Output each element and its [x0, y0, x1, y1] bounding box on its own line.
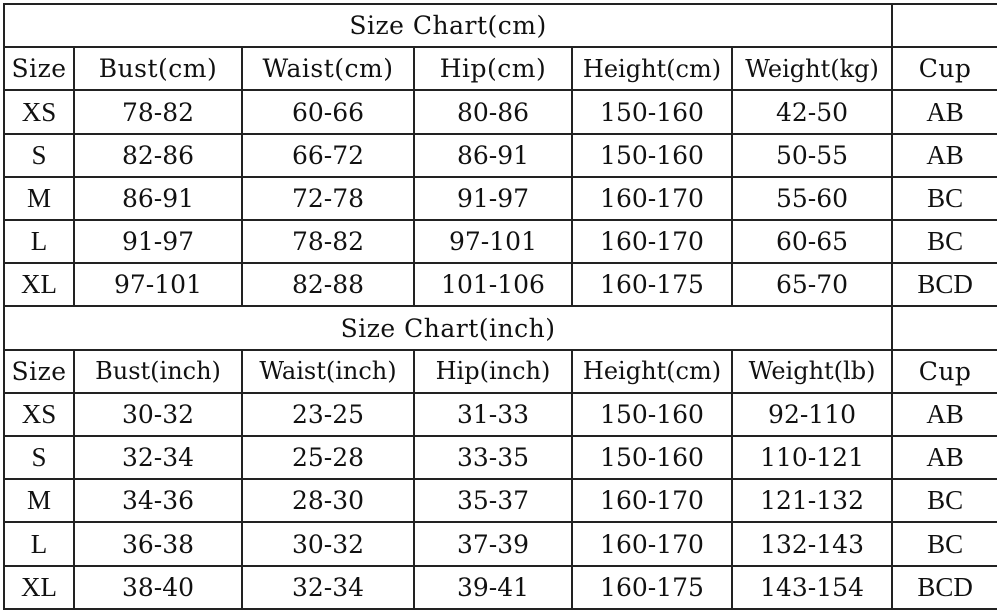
cm-title-blank-cell: [892, 4, 997, 47]
inch-cell-cup: AB: [892, 393, 997, 436]
inch-table-title: Size Chart(inch): [4, 306, 892, 349]
inch-header-bust: Bust(inch): [74, 350, 242, 393]
inch-cell-bust: 38-40: [74, 566, 242, 609]
cm-cell-bust: 97-101: [74, 263, 242, 306]
cm-cell-waist: 78-82: [242, 220, 414, 263]
cm-cell-weight: 55-60: [732, 177, 892, 220]
inch-header-row: [4, 350, 997, 393]
inch-cell-waist: 32-34: [242, 566, 414, 609]
size-chart-table: [3, 3, 997, 610]
inch-cell-hip: 33-35: [414, 436, 572, 479]
inch-header-hip: Hip(inch): [414, 350, 572, 393]
cm-cell-bust: 91-97: [74, 220, 242, 263]
table-row: [4, 134, 997, 177]
inch-cell-height: 160-170: [572, 522, 732, 565]
cm-cell-waist: 66-72: [242, 134, 414, 177]
cm-cell-size: L: [4, 220, 74, 263]
inch-cell-hip: 39-41: [414, 566, 572, 609]
table-row: [4, 522, 997, 565]
inch-header-size: Size: [4, 350, 74, 393]
inch-cell-waist: 25-28: [242, 436, 414, 479]
inch-cell-height: 150-160: [572, 393, 732, 436]
inch-cell-cup: BC: [892, 479, 997, 522]
cm-title-row: [4, 4, 997, 47]
cm-header-row: [4, 47, 997, 90]
cm-cell-height: 160-175: [572, 263, 732, 306]
cm-header-cup: Cup: [892, 47, 997, 90]
cm-header-hip: Hip(cm): [414, 47, 572, 90]
cm-cell-weight: 60-65: [732, 220, 892, 263]
cm-cell-size: XL: [4, 263, 74, 306]
cm-cell-waist: 72-78: [242, 177, 414, 220]
inch-cell-bust: 32-34: [74, 436, 242, 479]
cm-cell-bust: 78-82: [74, 90, 242, 133]
cm-cell-size: S: [4, 134, 74, 177]
inch-cell-weight: 110-121: [732, 436, 892, 479]
inch-cell-bust: 34-36: [74, 479, 242, 522]
cm-cell-size: M: [4, 177, 74, 220]
inch-title-blank-cell: [892, 306, 997, 349]
inch-cell-cup: BCD: [892, 566, 997, 609]
cm-cell-hip: 80-86: [414, 90, 572, 133]
inch-cell-hip: 31-33: [414, 393, 572, 436]
inch-cell-height: 160-175: [572, 566, 732, 609]
table-row: [4, 479, 997, 522]
cm-cell-weight: 65-70: [732, 263, 892, 306]
cm-cell-cup: BC: [892, 220, 997, 263]
table-row: [4, 566, 997, 609]
cm-header-height: Height(cm): [572, 47, 732, 90]
inch-cell-size: XL: [4, 566, 74, 609]
inch-header-weight: Weight(lb): [732, 350, 892, 393]
cm-cell-cup: BCD: [892, 263, 997, 306]
cm-cell-cup: AB: [892, 90, 997, 133]
inch-cell-hip: 37-39: [414, 522, 572, 565]
inch-cell-size: L: [4, 522, 74, 565]
size-chart-document: [3, 3, 997, 610]
cm-cell-hip: 97-101: [414, 220, 572, 263]
inch-header-waist: Waist(inch): [242, 350, 414, 393]
cm-cell-hip: 101-106: [414, 263, 572, 306]
inch-cell-waist: 23-25: [242, 393, 414, 436]
cm-cell-weight: 50-55: [732, 134, 892, 177]
inch-cell-height: 150-160: [572, 436, 732, 479]
inch-header-cup: Cup: [892, 350, 997, 393]
inch-cell-waist: 30-32: [242, 522, 414, 565]
cm-cell-height: 150-160: [572, 90, 732, 133]
inch-cell-cup: BC: [892, 522, 997, 565]
inch-cell-size: M: [4, 479, 74, 522]
inch-cell-cup: AB: [892, 436, 997, 479]
cm-cell-waist: 82-88: [242, 263, 414, 306]
inch-cell-bust: 36-38: [74, 522, 242, 565]
inch-cell-weight: 121-132: [732, 479, 892, 522]
table-row: [4, 220, 997, 263]
cm-cell-hip: 91-97: [414, 177, 572, 220]
inch-header-height: Height(cm): [572, 350, 732, 393]
cm-cell-size: XS: [4, 90, 74, 133]
inch-cell-weight: 92-110: [732, 393, 892, 436]
table-row: [4, 90, 997, 133]
cm-header-bust: Bust(cm): [74, 47, 242, 90]
inch-cell-height: 160-170: [572, 479, 732, 522]
inch-cell-hip: 35-37: [414, 479, 572, 522]
inch-cell-size: S: [4, 436, 74, 479]
table-row: [4, 177, 997, 220]
cm-cell-height: 160-170: [572, 220, 732, 263]
cm-cell-bust: 86-91: [74, 177, 242, 220]
inch-cell-size: XS: [4, 393, 74, 436]
cm-cell-height: 160-170: [572, 177, 732, 220]
table-row: [4, 263, 997, 306]
cm-cell-weight: 42-50: [732, 90, 892, 133]
inch-cell-weight: 132-143: [732, 522, 892, 565]
cm-header-waist: Waist(cm): [242, 47, 414, 90]
cm-cell-waist: 60-66: [242, 90, 414, 133]
cm-cell-height: 150-160: [572, 134, 732, 177]
inch-cell-bust: 30-32: [74, 393, 242, 436]
inch-cell-weight: 143-154: [732, 566, 892, 609]
cm-table-title: Size Chart(cm): [4, 4, 892, 47]
cm-cell-cup: BC: [892, 177, 997, 220]
table-row: [4, 393, 997, 436]
size-chart-body: [4, 4, 997, 609]
cm-header-weight: Weight(kg): [732, 47, 892, 90]
cm-header-size: Size: [4, 47, 74, 90]
cm-cell-cup: AB: [892, 134, 997, 177]
table-row: [4, 436, 997, 479]
cm-cell-bust: 82-86: [74, 134, 242, 177]
inch-cell-waist: 28-30: [242, 479, 414, 522]
inch-title-row: [4, 306, 997, 349]
cm-cell-hip: 86-91: [414, 134, 572, 177]
